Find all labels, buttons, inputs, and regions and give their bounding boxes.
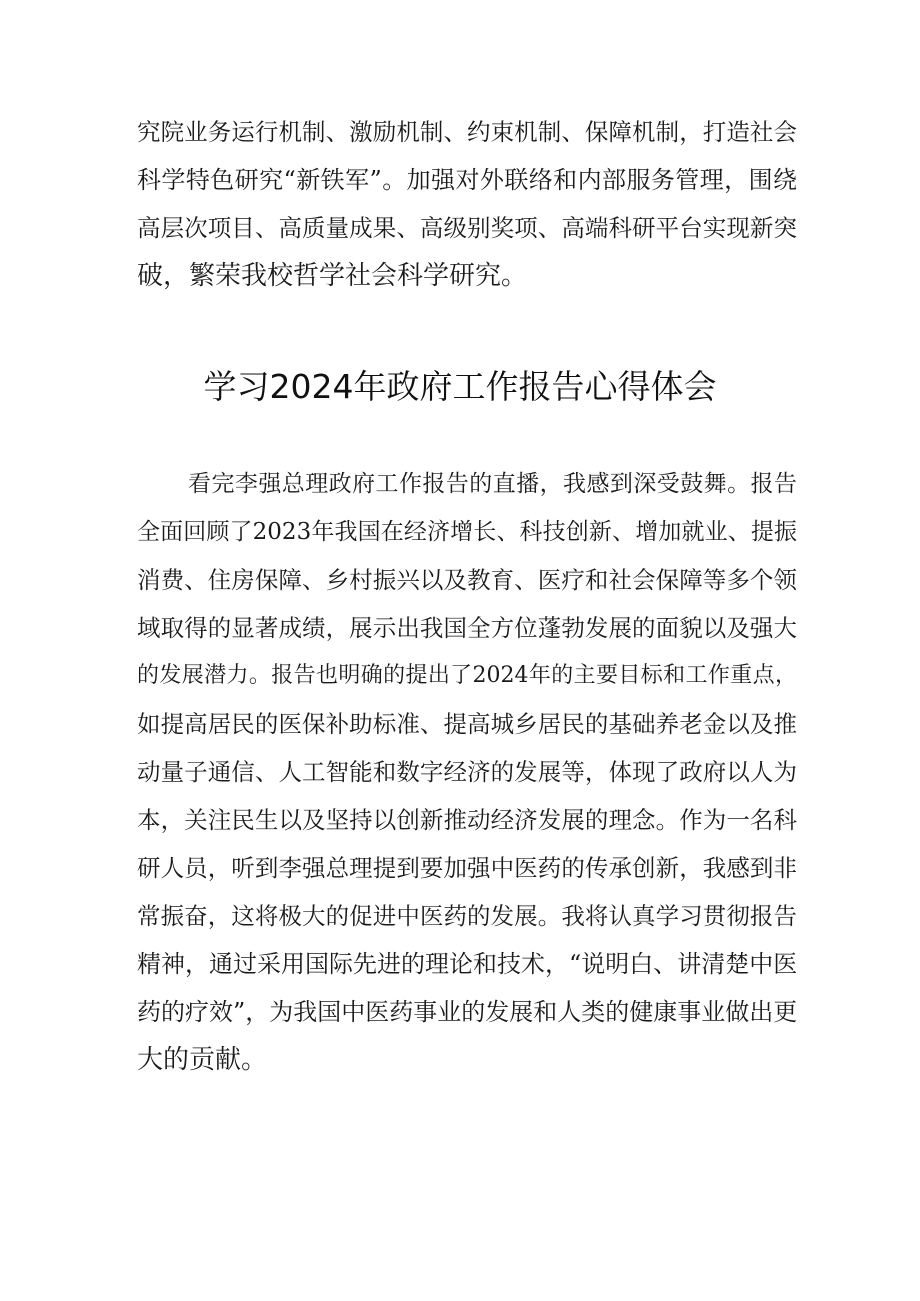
body-line: 科学特色研究“新铁军”。加强对外联络和内部服务管理，围绕 bbox=[137, 166, 797, 194]
body-line: 药的疗效”，为我国中医药事业的发展和人类的健康事业做出更 bbox=[137, 998, 798, 1026]
body-line: 消费、住房保障、乡村振兴以及教育、医疗和社会保障等多个领 bbox=[137, 566, 797, 594]
body-line: 域取得的显著成绩，展示出我国全方位蓬勃发展的面貌以及强大 bbox=[137, 614, 797, 642]
article-title: 学习2024年政府工作报告心得体会 bbox=[203, 367, 717, 406]
body-line: 看完李强总理政府工作报告的直播，我感到深受鼓舞。报告 bbox=[188, 471, 797, 497]
body-line: 全面回顾了2023年我国在经济增长、科技创新、增加就业、提振 bbox=[137, 519, 797, 545]
body-line: 大的贡献。 bbox=[137, 1045, 268, 1075]
body-line: 究院业务运行机制、激励机制、约束机制、保障机制，打造社会 bbox=[137, 118, 797, 146]
body-line: 常振奋，这将极大的促进中医药的发展。我将认真学习贯彻报告 bbox=[137, 902, 797, 930]
body-line: 精神，通过采用国际先进的理论和技术，“说明白、讲清楚中医 bbox=[137, 950, 798, 978]
body-line: 动量子通信、人工智能和数字经济的发展等，体现了政府以人为 bbox=[137, 758, 797, 786]
body-line: 如提高居民的医保补助标准、提高城乡居民的基础养老金以及推 bbox=[137, 710, 797, 738]
body-line: 的发展潜力。报告也明确的提出了2024年的主要目标和工作重点， bbox=[137, 663, 797, 688]
body-line: 本，关注民生以及坚持以创新推动经济发展的理念。作为一名科 bbox=[137, 806, 797, 834]
body-line: 破，繁荣我校哲学社会科学研究。 bbox=[137, 261, 528, 291]
body-line: 研人员，听到李强总理提到要加强中医药的传承创新，我感到非 bbox=[137, 854, 797, 882]
body-line: 高层次项目、高质量成果、高级别奖项、高端科研平台实现新突 bbox=[137, 214, 797, 242]
